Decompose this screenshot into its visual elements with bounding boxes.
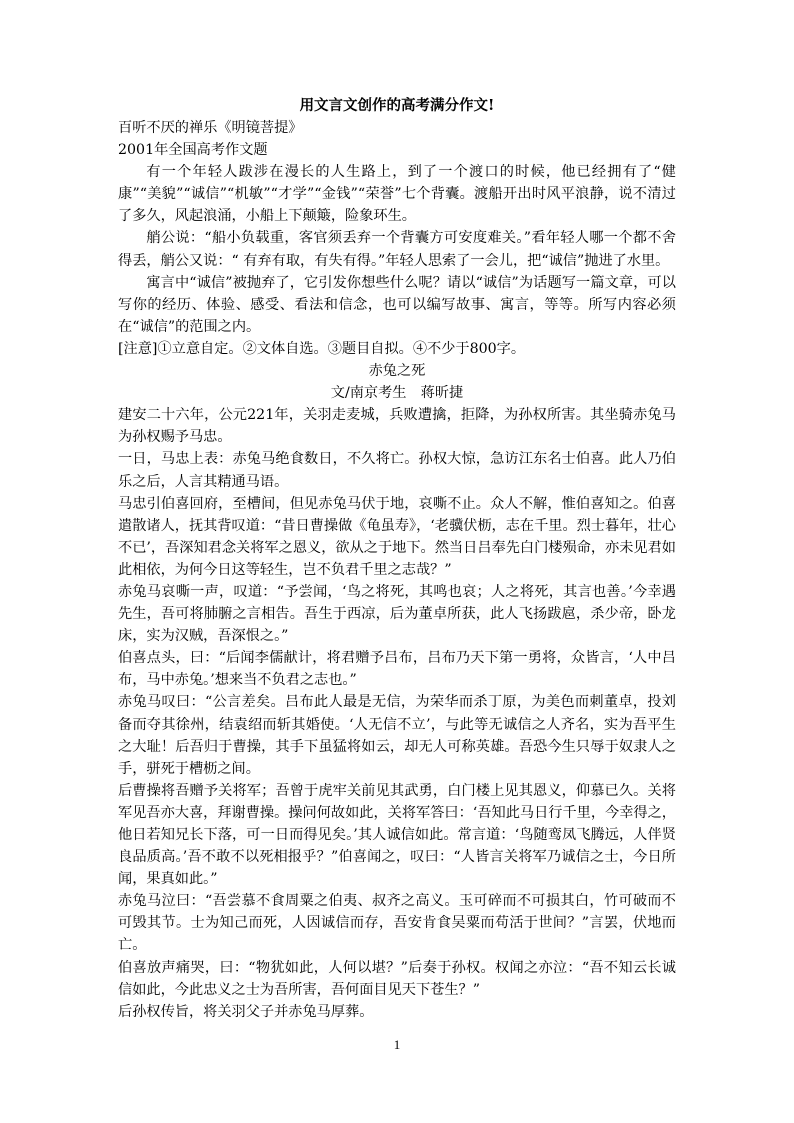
essay-paragraph-4: 赤兔马哀嘶一声，叹道：“予尝闻，‘鸟之将死，其鸣也哀；人之将死，其言也善。’今幸遇先生，吾可将肺腑之言相告。吾生于西凉，后为董卓所获，此人飞扬跋扈，杀少帝，卧龙床，实为汉贼，吾深恨之。” (118, 583, 676, 645)
prompt-paragraph-1: 有一个年轻人跋涉在漫长的人生路上，到了一个渡口的时候，他已经拥有了“健康”“美貌”“诚信”“机敏”“才学”“金钱”“荣誉”七个背囊。渡船开出时风平浪静，说不清过了多久，风起浪涌，小船上下颠簸，险象环生。 (118, 164, 676, 225)
essay-title: 赤兔之死 (368, 363, 426, 380)
essay-paragraph-1: 建安二十六年，公元221年，关羽走麦城，兵败遭擒，拒降，为孙权所害。其坐骑赤兔马为孙权赐予马忠。 (118, 407, 676, 446)
notes-line: [注意]①立意自定。②文体自选。③题目自拟。④不少于800字。 (118, 340, 526, 357)
essay-paragraph-10: 后孙权传旨，将关羽父子并赤兔马厚葬。 (118, 1003, 374, 1020)
essay-paragraph-5: 伯喜点头，曰：“后闻李儒献计，将君赠予吕布，吕布乃天下第一勇将，众皆言，‘人中吕布，马中赤兔。’想来当不负君之志也。” (118, 650, 676, 689)
document-body (118, 95, 676, 1023)
prompt-paragraph-3: 寓言中“诚信”被抛弃了，它引发你想些什么呢？请以“诚信”为话题写一篇文章，可以写你的经历、体验、感受、看法和信念，也可以编写故事、寓言，等等。所写内容必须在“诚信”的范围之内。 (118, 274, 676, 335)
essay-author: 文/南京考生 蒋昕捷 (330, 385, 464, 402)
page-number: 1 (393, 1037, 401, 1052)
document-title: 用文言文创作的高考满分作文! (299, 97, 495, 114)
essay-paragraph-9: 伯喜放声痛哭，曰：“物犹如此，人何以堪？”后奏于孙权。权闻之亦泣：“吾不知云长诚信如此，今此忠义之士为吾所害，吾何面目见天下苍生？” (118, 959, 676, 998)
essay-paragraph-3: 马忠引伯喜回府，至槽间，但见赤兔马伏于地，哀嘶不止。众人不解，惟伯喜知之。伯喜遣散诸人，抚其背叹道：“昔日曹操做《龟虽寿》，‘老骥伏枥，志在千里。烈士暮年，壮心不已’，吾深知君念关将军之恩义，欲从之于地下。然当日吕奉先白门楼殒命，亦未见君如此相依，为何今日这等轻生，岂不负君千里之志哉？” (118, 495, 676, 578)
essay-paragraph-8: 赤兔马泣曰：“吾尝慕不食周粟之伯夷、叔齐之高义。玉可碎而不可损其白，竹可破而不可毁其节。士为知己而死，人因诚信而存，吾安肯食吴粟而苟活于世间？”言罢，伏地而亡。 (118, 893, 676, 954)
essay-paragraph-2: 一日，马忠上表：赤兔马绝食数日，不久将亡。孙权大惊，急访江东名士伯喜。此人乃伯乐之后，人言其精通马语。 (118, 451, 676, 490)
essay-paragraph-6: 赤兔马叹曰：“公言差矣。吕布此人最是无信，为荣华而杀丁原，为美色而刺董卓，投刘备而夺其徐州，结袁绍而斩其婚使。‘人无信不立’，与此等无诚信之人齐名，实为吾平生之大耻！后吾归于曹操，其手下虽猛将如云，却无人可称英雄。吾恐今生只辱于奴隶人之手，骈死于槽枥之间。 (118, 694, 676, 777)
prompt-paragraph-2: 艄公说：“船小负载重，客官须丢弃一个背囊方可安度难关。”看年轻人哪一个都不舍得丢，艄公又说：“ 有弃有取，有失有得。”年轻人思索了一会儿，把“诚信”抛进了水里。 (118, 230, 676, 269)
exam-label: 2001年全国高考作文题 (118, 142, 268, 159)
subtitle-line: 百听不厌的禅乐《明镜菩提》 (118, 120, 303, 136)
essay-paragraph-7: 后曹操将吾赠予关将军；吾曾于虎牢关前见其武勇，白门楼上见其恩义，仰慕已久。关将军见吾亦大喜，拜谢曹操。操问何故如此，关将军答曰：‘吾知此马日行千里，今幸得之，他日若知兄长下落，可一日而得见矣。’其人诚信如此。常言道：‘鸟随鸾凤飞腾远，人伴贤良品质高。’吾不敢不以死相报乎？”伯喜闻之，叹曰：“人皆言关将军乃诚信之士，今日所闻，果真如此。” (118, 782, 676, 888)
